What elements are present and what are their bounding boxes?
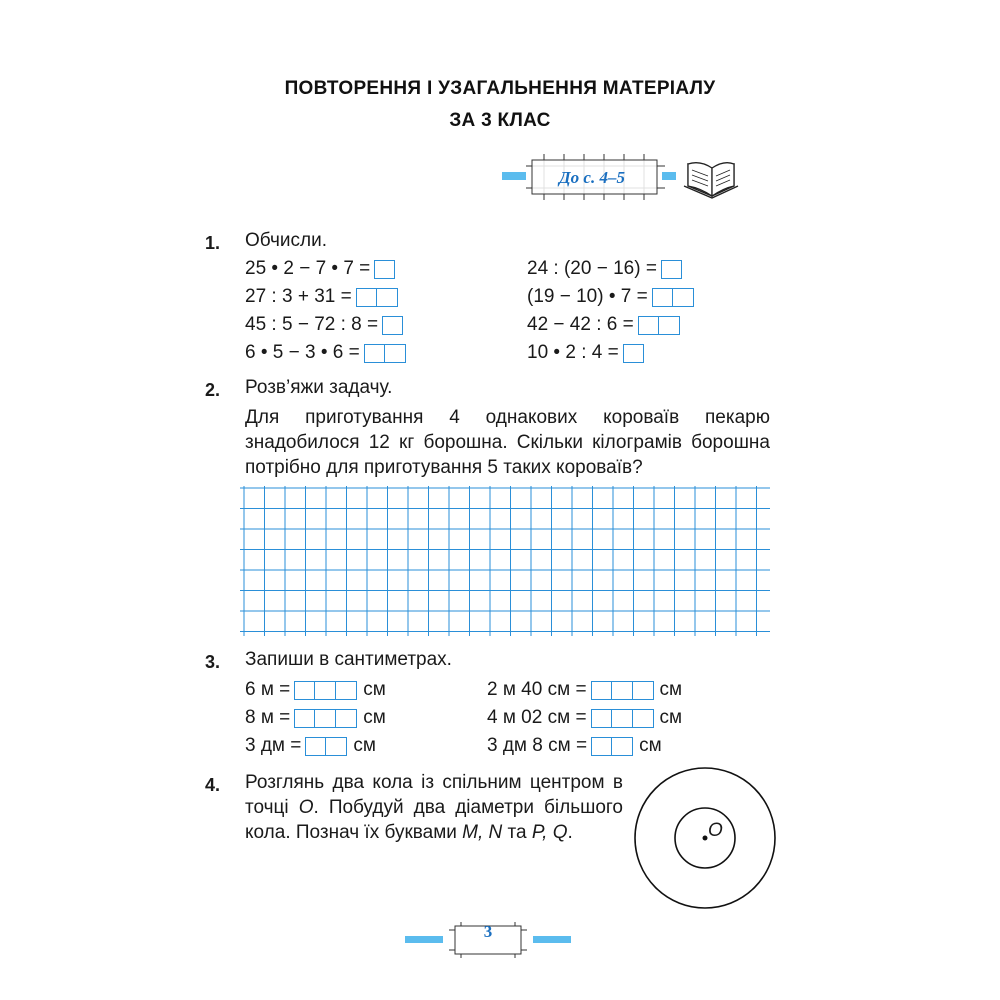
- page-number: 3: [483, 922, 493, 941]
- task-2-number: 2.: [205, 380, 221, 400]
- unit-label: см: [363, 679, 386, 700]
- text-part: Розглянь два кола із спільним центром в точці: [245, 772, 623, 818]
- task-1-left-column: [245, 255, 406, 367]
- point-label: O: [298, 797, 314, 818]
- answer-box[interactable]: [591, 681, 654, 700]
- conversion-text: 3 дм =: [245, 735, 302, 756]
- conversion-row: [245, 676, 386, 704]
- task-1-prompt: Обчисли.: [245, 230, 328, 251]
- equation-row: [245, 283, 406, 311]
- task-3-left-column: [245, 676, 386, 760]
- equation-text: 45 : 5 − 72 : 8 =: [245, 314, 379, 335]
- unit-label: см: [639, 735, 662, 756]
- page-title: ПОВТОРЕННЯ І УЗАГАЛЬНЕННЯ МАТЕРІАЛУ: [284, 78, 716, 99]
- point-label: P, Q: [531, 822, 568, 843]
- open-book-icon: [684, 163, 738, 198]
- answer-box[interactable]: [374, 260, 395, 279]
- text-part: . Побудуй два діаметри більшого кола. Познач їх буквами: [245, 797, 624, 843]
- equation-text: (19 − 10) • 7 =: [527, 286, 648, 307]
- text-part: та: [502, 822, 532, 843]
- task-2-problem-text: Для приготування 4 однакових короваїв пекарю знадобилося 12 кг борошна. Скільки кілограмів борошна потрібно для приготування 5 таких короваїв?: [245, 407, 770, 478]
- conversion-text: 6 м =: [245, 679, 291, 700]
- point-label: M, N: [462, 822, 503, 843]
- answer-box[interactable]: [661, 260, 682, 279]
- text-part: .: [567, 822, 573, 843]
- answer-box[interactable]: [591, 709, 654, 728]
- answer-box[interactable]: [294, 709, 357, 728]
- conversion-text: 2 м 40 см =: [487, 679, 587, 700]
- task-1-number: 1.: [205, 233, 221, 253]
- task-3-number: 3.: [205, 652, 221, 672]
- task-4-number: 4.: [205, 775, 221, 795]
- equation-row: [527, 339, 694, 367]
- answer-box[interactable]: [305, 737, 347, 756]
- unit-label: см: [363, 707, 386, 728]
- answer-box[interactable]: [652, 288, 694, 307]
- unit-label: см: [353, 735, 376, 756]
- unit-label: см: [659, 679, 683, 700]
- equation-row: [245, 311, 406, 339]
- equation-row: [245, 255, 406, 283]
- answer-box[interactable]: [364, 344, 406, 363]
- unit-label: см: [659, 707, 683, 728]
- answer-box[interactable]: [591, 737, 633, 756]
- conversion-text: 4 м 02 см =: [487, 707, 587, 728]
- page-reference-banner: [502, 152, 792, 204]
- task-1-right-column: [527, 255, 694, 367]
- task-3-prompt: Запиши в сантиметрах.: [245, 649, 452, 670]
- page-number-footer: [405, 920, 575, 960]
- equation-row: [527, 255, 694, 283]
- conversion-row: [487, 676, 682, 704]
- equation-row: [527, 311, 694, 339]
- reference-label: До с. 4–5: [559, 168, 625, 187]
- conversion-row: [245, 732, 386, 760]
- task-2-prompt: Розв’яжи задачу.: [245, 377, 393, 398]
- page-subtitle: ЗА 3 КЛАС: [449, 110, 551, 131]
- answer-box[interactable]: [382, 316, 403, 335]
- answer-box[interactable]: [294, 681, 357, 700]
- conversion-text: 3 дм 8 см =: [487, 735, 588, 756]
- conversion-row: [487, 732, 682, 760]
- conversion-row: [487, 704, 682, 732]
- conversion-row: [245, 704, 386, 732]
- center-label: O: [708, 820, 723, 841]
- task-4-problem-text: [245, 770, 623, 845]
- equation-text: 27 : 3 + 31 =: [245, 286, 352, 307]
- equation-text: 10 • 2 : 4 =: [527, 342, 619, 363]
- equation-text: 42 − 42 : 6 =: [527, 314, 634, 335]
- equation-row: [527, 283, 694, 311]
- equation-text: 24 : (20 − 16) =: [527, 258, 657, 279]
- equation-row: [245, 339, 406, 367]
- task-3-right-column: [487, 676, 682, 760]
- concentric-circles-drawing[interactable]: [630, 763, 780, 913]
- answer-box[interactable]: [638, 316, 680, 335]
- answer-grid[interactable]: [240, 486, 770, 636]
- answer-box[interactable]: [356, 288, 398, 307]
- equation-text: 6 • 5 − 3 • 6 =: [245, 342, 360, 363]
- equation-text: 25 • 2 − 7 • 7 =: [245, 258, 371, 279]
- answer-box[interactable]: [623, 344, 644, 363]
- center-point: [703, 836, 708, 841]
- conversion-text: 8 м =: [245, 707, 291, 728]
